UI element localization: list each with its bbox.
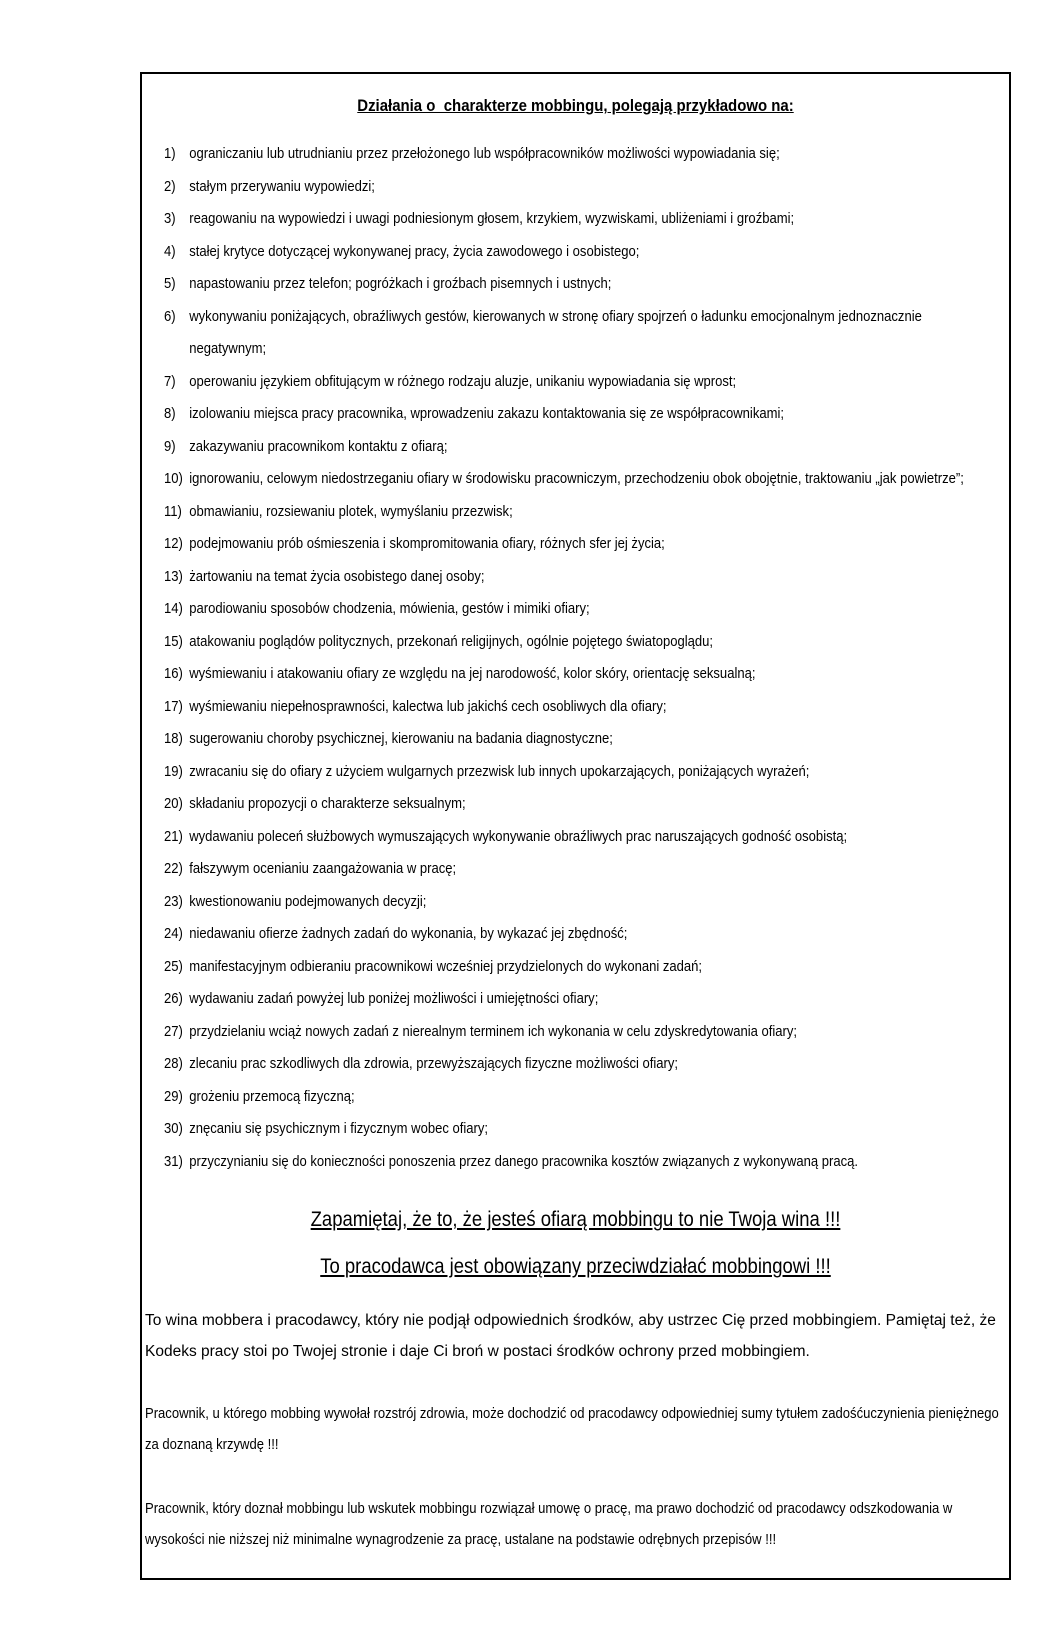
list-item-text: atakowaniu poglądów politycznych, przekonań religijnych, ogólnie pojętego światopoglądu; xyxy=(189,632,714,650)
list-item-number: 4) xyxy=(164,242,176,260)
list-item-number: 7) xyxy=(164,372,176,390)
list-item-number: 8) xyxy=(164,405,176,422)
list-item-text: przydzielaniu wciąż nowych zadań z nierealnym terminem ich wykonania w celu zdyskredytowania ofiary; xyxy=(189,1022,798,1040)
list-item-number: 30) xyxy=(164,1120,183,1137)
list-item-text: wyśmiewaniu niepełnosprawności, kalectwa lub jakichś cech osobliwych dla ofiary; xyxy=(189,697,667,715)
list-item xyxy=(164,788,978,821)
list-item xyxy=(164,496,978,529)
list-item-number: 15) xyxy=(164,632,183,650)
list-item-number: 5) xyxy=(164,275,176,292)
list-item-text: wyśmiewaniu i atakowaniu ofiary ze względu na jej narodowość, kolor skóry, orientację seksualną; xyxy=(189,665,756,682)
list-item-number: 25) xyxy=(164,957,183,975)
list-item-text: składaniu propozycji o charakterze seksualnym; xyxy=(189,795,466,812)
list-item-text: kwestionowaniu podejmowanych decyzji; xyxy=(189,892,427,910)
list-item-text: ignorowaniu, celowym niedostrzeganiu ofiary w środowisku pracowniczym, przechodzeniu obok obojętnie, traktowaniu „jak powietrze”; xyxy=(189,470,964,487)
list-item-text: napastowaniu przez telefon; pogróżkach i groźbach pisemnych i ustnych; xyxy=(189,275,612,292)
list-item-number: 12) xyxy=(164,535,183,552)
list-item-text: stałym przerywaniu wypowiedzi; xyxy=(189,177,375,195)
paragraph-health-compensation: Pracownik, u którego mobbing wywołał rozstrój zdrowia, może dochodzić od pracodawcy odpowiedniej sumy tytułem zadośćuczynienia pieniężnego za doznaną krzywdę !!! xyxy=(145,1405,999,1453)
list-item-text: ograniczaniu lub utrudnianiu przez przełożonego lub współpracowników możliwości wypowiadania się; xyxy=(189,145,780,162)
list-item xyxy=(164,301,978,366)
list-item xyxy=(164,723,978,756)
list-item-number: 22) xyxy=(164,860,183,877)
list-item-number: 24) xyxy=(164,925,183,942)
list-item-text: operowaniu językiem obfitującym w różnego rodzaju aluzje, unikaniu wypowiadania się wprost; xyxy=(189,372,737,390)
list-item xyxy=(164,561,978,594)
list-item xyxy=(164,268,978,301)
list-item-number: 13) xyxy=(164,567,183,585)
list-item xyxy=(164,658,978,691)
list-item xyxy=(164,593,978,626)
list-item xyxy=(164,171,978,204)
list-item-text: wydawaniu zadań powyżej lub poniżej możliwości i umiejętności ofiary; xyxy=(189,990,599,1007)
list-item-number: 29) xyxy=(164,1087,183,1105)
list-item xyxy=(164,1048,978,1081)
list-item-number: 9) xyxy=(164,437,176,455)
list-item-text: wydawaniu poleceń służbowych wymuszających wykonywanie obraźliwych prac naruszających godność osobistą; xyxy=(189,827,848,845)
list-item-text: parodiowaniu sposobów chodzenia, mówienia, gestów i mimiki ofiary; xyxy=(189,600,590,617)
list-item-text: grożeniu przemocą fizyczną; xyxy=(189,1087,355,1105)
list-item xyxy=(164,626,978,659)
list-item xyxy=(164,431,978,464)
list-item-number: 21) xyxy=(164,827,183,845)
list-item-number: 18) xyxy=(164,730,183,747)
list-item-number: 14) xyxy=(164,600,183,617)
list-item-number: 6) xyxy=(164,307,176,325)
list-item-text: przyczynianiu się do konieczności ponoszenia przez danego pracownika kosztów związanych z wykonywaną pracą. xyxy=(189,1152,859,1170)
list-item-text: zakazywaniu pracownikom kontaktu z ofiarą; xyxy=(189,437,448,455)
list-item-number: 11) xyxy=(164,502,182,520)
document-title: Działania o charakterze mobbingu, polegają przykładowo na: xyxy=(357,96,794,115)
list-item xyxy=(164,138,978,171)
list-item xyxy=(164,1146,978,1179)
list-item xyxy=(164,691,978,724)
paragraph-contract-compensation: Pracownik, który doznał mobbingu lub wskutek mobbingu rozwiązał umowę o pracę, ma prawo dochodzić od pracodawcy odszkodowania w wysokości nie niższej niż minimalne wynagrodzenie za pracę, ustalane na podstawie odrębnych przepisów !!! xyxy=(145,1500,953,1548)
list-item-text: manifestacyjnym odbieraniu pracownikowi wcześniej przydzielonych do wykonani zadań; xyxy=(189,957,703,975)
list-item xyxy=(164,366,978,399)
list-item xyxy=(164,886,978,919)
list-item-text: niedawaniu ofierze żadnych zadań do wykonania, by wykazać jej zbędność; xyxy=(189,925,628,942)
list-item-number: 28) xyxy=(164,1055,183,1072)
list-item xyxy=(164,398,978,431)
list-item-number: 10) xyxy=(164,470,183,487)
list-item xyxy=(164,528,978,561)
document-border-frame xyxy=(140,72,1011,1580)
emphasis-not-your-fault: Zapamiętaj, że to, że jesteś ofiarą mobbingu to nie Twoja wina !!! xyxy=(310,1208,841,1231)
list-item xyxy=(164,1016,978,1049)
list-item xyxy=(164,236,978,269)
paragraph-mobber-blame: To wina mobbera i pracodawcy, który nie podjął odpowiednich środków, aby ustrzec Cię przed mobbingiem. Pamiętaj też, że Kodeks pracy stoi po Twojej stronie i daje Ci broń w postaci środków ochrony przed mobbingiem. xyxy=(145,1312,996,1360)
list-item-number: 2) xyxy=(164,177,176,195)
list-item-number: 19) xyxy=(164,762,183,780)
list-item-text: żartowaniu na temat życia osobistego danej osoby; xyxy=(189,567,485,585)
list-item-text: zwracaniu się do ofiary z użyciem wulgarnych przezwisk lub innych upokarzających, poniżających wyrażeń; xyxy=(189,762,810,780)
list-item xyxy=(164,951,978,984)
list-item-text: wykonywaniu poniżających, obraźliwych gestów, kierowanych w stronę ofiary spojrzeń o ładunku emocjonalnym jednoznacznie negatywnym; xyxy=(189,307,922,357)
mobbing-actions-list xyxy=(164,138,978,1178)
list-item-text: zlecaniu prac szkodliwych dla zdrowia, przewyższających fizyczne możliwości ofiary; xyxy=(189,1055,679,1072)
list-item-text: izolowaniu miejsca pracy pracownika, wprowadzeniu zakazu kontaktowania się ze współpracownikami; xyxy=(189,405,785,422)
list-item-text: stałej krytyce dotyczącej wykonywanej pracy, życia zawodowego i osobistego; xyxy=(189,242,640,260)
list-item xyxy=(164,918,978,951)
list-item-number: 20) xyxy=(164,795,183,812)
list-item xyxy=(164,1113,978,1146)
list-item-number: 3) xyxy=(164,210,176,227)
list-item-number: 31) xyxy=(164,1152,183,1170)
list-item-text: znęcaniu się psychicznym i fizycznym wobec ofiary; xyxy=(189,1120,489,1137)
list-item xyxy=(164,821,978,854)
list-item-number: 23) xyxy=(164,892,183,910)
list-item-text: fałszywym ocenianiu zaangażowania w pracę; xyxy=(189,860,457,877)
list-item-number: 27) xyxy=(164,1022,183,1040)
list-item-number: 17) xyxy=(164,697,183,715)
list-item xyxy=(164,983,978,1016)
list-item-number: 16) xyxy=(164,665,183,682)
list-item xyxy=(164,1081,978,1114)
list-item-text: sugerowaniu choroby psychicznej, kierowaniu na badania diagnostyczne; xyxy=(189,730,613,747)
list-item-number: 1) xyxy=(164,145,176,162)
emphasis-employer-obligation: To pracodawca jest obowiązany przeciwdziałać mobbingowi !!! xyxy=(320,1255,831,1278)
list-item xyxy=(164,756,978,789)
list-item-text: reagowaniu na wypowiedzi i uwagi podniesionym głosem, krzykiem, wyzwiskami, ubliżeniami i groźbami; xyxy=(189,210,795,227)
list-item-number: 26) xyxy=(164,990,183,1007)
list-item xyxy=(164,853,978,886)
list-item xyxy=(164,203,978,236)
list-item xyxy=(164,463,978,496)
list-item-text: podejmowaniu prób ośmieszenia i skompromitowania ofiary, różnych sfer jej życia; xyxy=(189,535,665,552)
list-item-text: obmawianiu, rozsiewaniu plotek, wymyślaniu przezwisk; xyxy=(189,502,513,520)
